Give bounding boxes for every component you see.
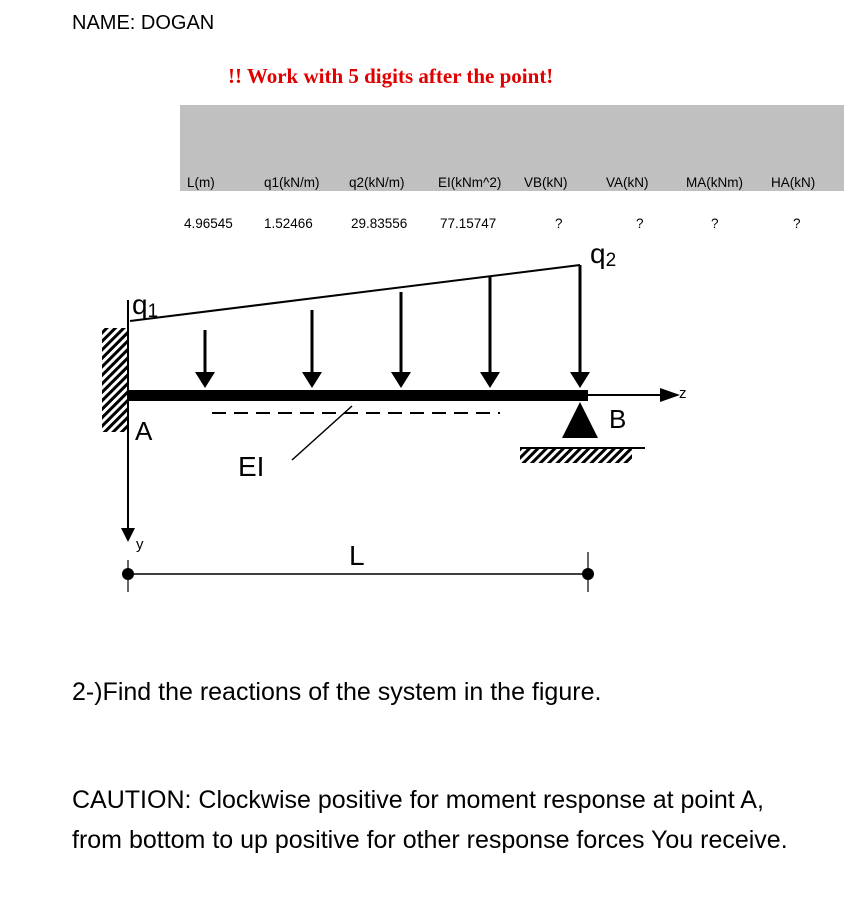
fixed-support-wall bbox=[102, 328, 128, 432]
value-va: ? bbox=[636, 216, 644, 231]
load-arrows bbox=[195, 276, 500, 388]
point-a-label: A bbox=[135, 416, 153, 446]
col-header-q1: q1(kN/m) bbox=[264, 175, 320, 190]
col-header-q2: q2(kN/m) bbox=[349, 175, 405, 190]
z-axis-arrowhead bbox=[660, 388, 680, 402]
caution-text: CAUTION: Clockwise positive for moment response at point A, from bottom to up positive for other response forces You receive. bbox=[72, 786, 788, 854]
value-ma: ? bbox=[711, 216, 719, 231]
value-ha: ? bbox=[793, 216, 801, 231]
ei-leader-line bbox=[292, 406, 352, 460]
dimension-dot-b bbox=[582, 568, 594, 580]
value-vb: ? bbox=[555, 216, 563, 231]
col-header-ma: MA(kNm) bbox=[686, 175, 743, 190]
dimension-dot-a bbox=[122, 568, 134, 580]
student-name: NAME: DOGAN bbox=[72, 12, 215, 34]
load-arrowhead bbox=[570, 372, 590, 388]
point-b-label: B bbox=[609, 404, 627, 434]
value-l: 4.96545 bbox=[184, 216, 233, 231]
q2-label: q2 bbox=[590, 238, 617, 271]
z-axis-label: z bbox=[679, 385, 687, 402]
col-header-ha: HA(kN) bbox=[771, 175, 816, 190]
pin-support-triangle bbox=[562, 402, 598, 438]
ei-label: EI bbox=[238, 451, 265, 482]
y-axis-arrowhead bbox=[121, 528, 135, 542]
col-header-l: L(m) bbox=[187, 175, 215, 190]
y-axis-label: y bbox=[136, 536, 144, 553]
q1-label: q1 bbox=[132, 289, 159, 322]
col-header-va: VA(kN) bbox=[606, 175, 649, 190]
beam bbox=[128, 390, 588, 401]
col-header-ei: EI(kNm^2) bbox=[438, 175, 502, 190]
value-q1: 1.52466 bbox=[264, 216, 313, 231]
length-label: L bbox=[349, 540, 365, 571]
col-header-vb: VB(kN) bbox=[524, 175, 568, 190]
value-q2: 29.83556 bbox=[351, 216, 408, 231]
load-envelope-line bbox=[130, 265, 580, 321]
ground-hatching bbox=[520, 449, 632, 463]
precision-warning: !! Work with 5 digits after the point! bbox=[228, 64, 554, 88]
value-ei: 77.15747 bbox=[440, 216, 497, 231]
question-text: 2-)Find the reactions of the system in the figure. bbox=[72, 678, 602, 706]
